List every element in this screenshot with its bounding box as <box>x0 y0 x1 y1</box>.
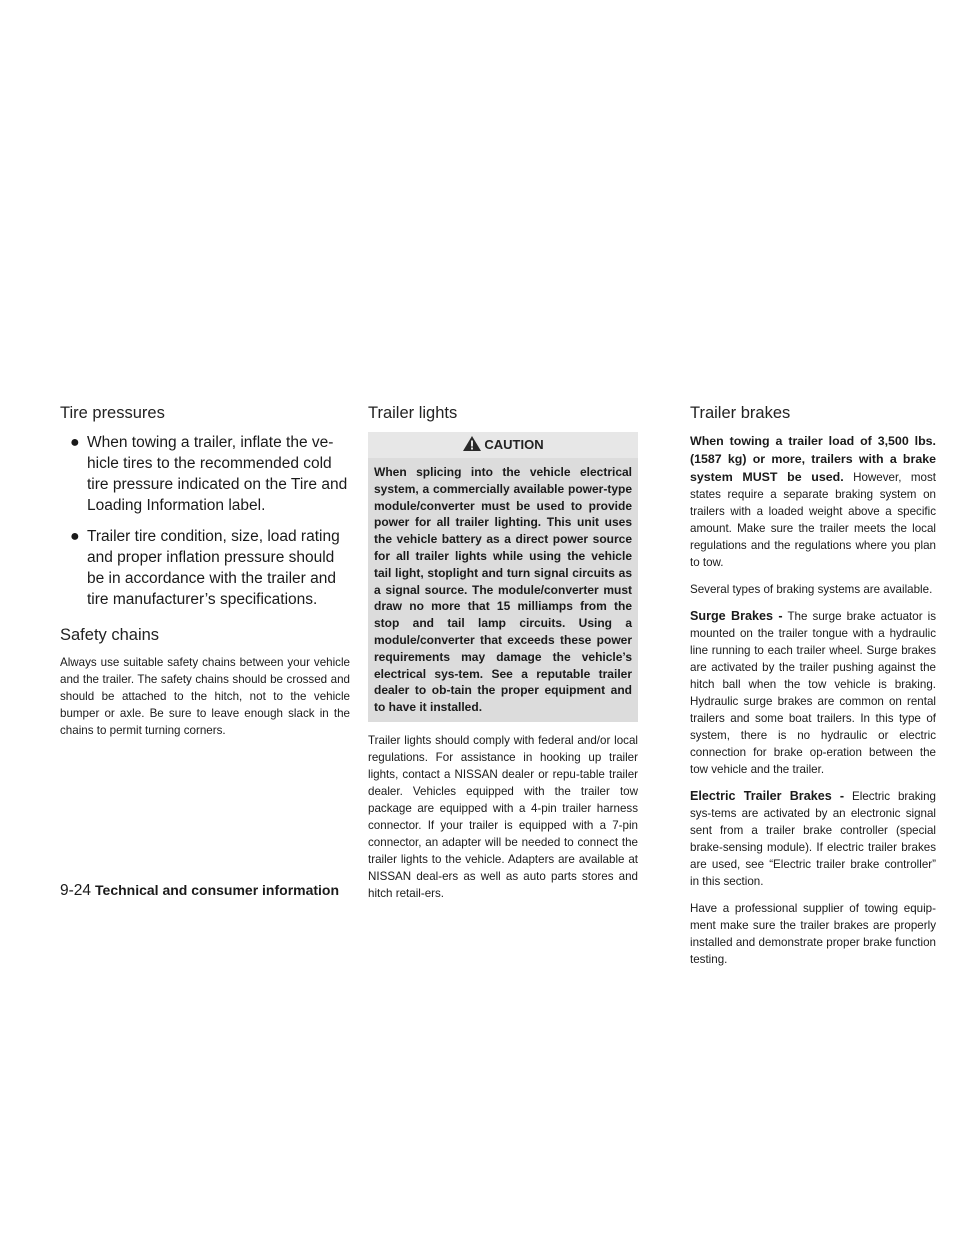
tire-pressures-heading: Tire pressures <box>60 404 165 422</box>
trailer-lights-text: Trailer lights should comply with federal and/or local regulations. For assistance in hooking up trailer lights, contact a NISSAN dealer or repu-table trailer dealer. Vehicles equipped with the trailer tow package are equipped with a 4-pin trailer harness connector. If your trailer is equipped with a 7-pin connector, an adapter will be needed to connect the trailer lights to the vehicle. Adapters are available at NISSAN deal-ers as well as auto parts stores and hitch retail-ers. <box>368 733 638 900</box>
trailer-brakes-heading: Trailer brakes <box>690 404 791 422</box>
column-middle <box>368 402 638 912</box>
column-right <box>690 402 936 978</box>
bullet-icon: ● <box>70 528 80 545</box>
list-item: ● When towing a trailer, inflate the ve-hicle tires to the recommended cold tire pressure indicated on the Tire and Loading Information label. <box>70 434 348 514</box>
electric-brakes-paragraph <box>690 788 936 890</box>
surge-brakes-term: Surge Brakes - <box>690 609 783 623</box>
warning-triangle-icon <box>462 435 482 452</box>
page-number: 9-24 <box>60 882 92 899</box>
trailer-brakes-lead <box>690 432 936 571</box>
safety-chains-heading: Safety chains <box>60 626 160 644</box>
safety-chains-text: Always use suitable safety chains between your vehicle and the trailer. The safety chains should be crossed and should be attached to the hitch, not to the vehicle bumper or axle. Be sure to leave enough slack in the chains to permit turning corners. <box>60 656 350 737</box>
column-left <box>60 402 350 749</box>
caution-header <box>368 432 638 458</box>
surge-brakes-text: The surge brake actuator is mounted on the trailer tongue with a hydraulic line running to each trailer wheel. Surge brakes are activated by the trailer pushing against the hitch ball when the tow vehicle is braking. Hydraulic surge brakes are common on rental trailers and some boat trailers. In this type of system, there is no hydraulic or electric connection for brake op-eration between the tow vehicle and the trailer. <box>690 610 937 776</box>
lead-text: However, most states require a separate braking system on trailers with a loaded weight above a specific amount. Make sure the trailer meets the local regulations and the regulations where you plan to tow. <box>690 471 936 569</box>
trailer-lights-heading: Trailer lights <box>368 404 458 422</box>
caution-text: When splicing into the vehicle electrical system, a commercially available power-type module/converter must be used to provide power for all trailer lighting. This unit uses the vehicle battery as a direct power source for all trailer lights while using the vehicle tail light, stoplight and turn signal circuits as a signal source. The module/converter must draw no more that 15 milliamps from the stop and tail lamp circuits. Using a module/converter that exceeds these power requirements may damage the vehicle’s electrical sys-tem. See a reputable trailer dealer to ob-tain the proper equipment and to have it installed. <box>374 465 632 715</box>
caution-box <box>368 432 638 722</box>
braking-types-text: Several types of braking systems are available. <box>690 583 933 596</box>
page-footer <box>60 880 339 901</box>
professional-supplier-text: Have a professional supplier of towing equip-ment make sure the trailer brakes are properly installed and demonstrate proper brake function testing. <box>690 902 936 966</box>
lead-bold-text: When towing a trailer load of 3,500 lbs. (1587 kg) or more, trailers with a brake system MUST be used. <box>690 434 936 484</box>
list-item: ● Trailer tire condition, size, load rating and proper inflation pressure should be in accordance with the trailer and tire manufacturer’s specifications. <box>70 528 340 608</box>
tire-bullet-list <box>60 432 350 610</box>
electric-brakes-text: Electric braking sys-tems are activated by an electronic signal sent from a trailer brake controller (special brake-sensing module). If electric trailer brakes are used, see “Electric trailer brake controller” in this section. <box>690 790 937 888</box>
electric-brakes-term: Electric Trailer Brakes - <box>690 789 845 803</box>
bullet-icon: ● <box>70 434 80 451</box>
section-title: Technical and consumer information <box>95 882 340 898</box>
surge-brakes-paragraph <box>690 608 936 778</box>
caution-label: CAUTION <box>484 437 544 452</box>
